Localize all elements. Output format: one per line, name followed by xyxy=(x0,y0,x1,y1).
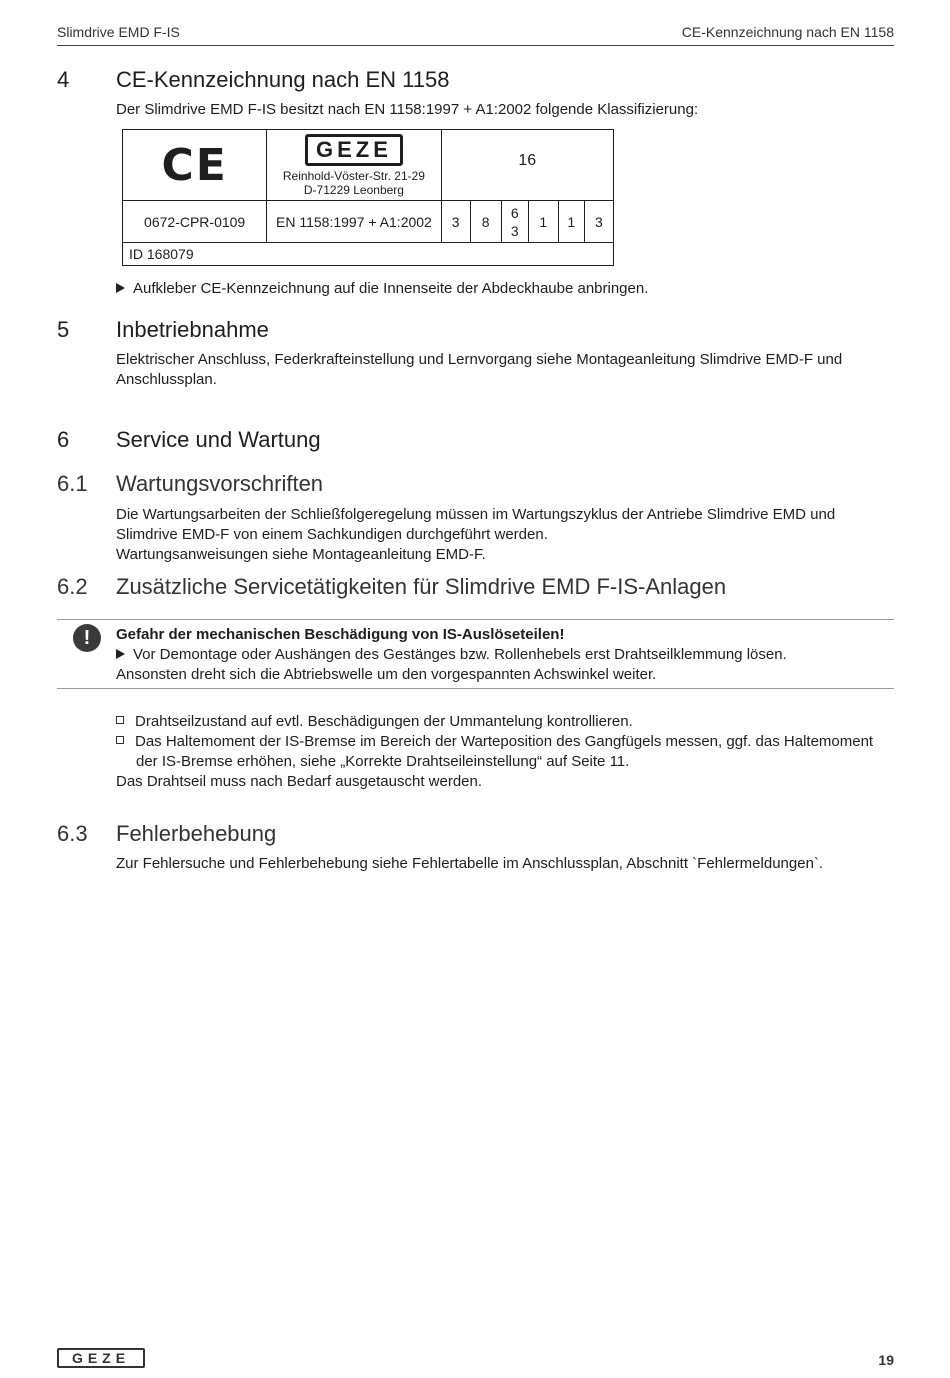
address-line-2: D-71229 Leonberg xyxy=(303,182,404,197)
class-digit-3: 6 3 xyxy=(501,201,528,243)
section-6-1-title: Wartungsvorschriften xyxy=(116,471,324,496)
standard-cell: EN 1158:1997 + A1:2002 xyxy=(267,201,441,243)
address-line-1: Reinhold-Vöster-Str. 21-29 xyxy=(282,168,425,183)
section-4-title: CE-Kennzeichnung nach EN 1158 xyxy=(116,67,450,92)
warning-title: Gefahr der mechanischen Beschädigung von IS-Auslöseteilen! xyxy=(116,626,565,643)
class-digit-2: 8 xyxy=(470,201,501,243)
warning-bottom-rule xyxy=(57,688,894,689)
service-list xyxy=(116,712,894,792)
service-note: Das Drahtseil muss nach Bedarf ausgetauscht werden. xyxy=(116,773,483,790)
section-5-number: 5 xyxy=(57,317,70,342)
section-5-text: Elektrischer Anschluss, Federkrafteinstellung und Lernvorgang siehe Montageanleitung Slimdrive EMD-F und Anschlussplan. xyxy=(116,351,843,388)
header-doc-title: Slimdrive EMD F-IS xyxy=(57,24,180,40)
id-cell: ID 168079 xyxy=(123,243,614,266)
list-item-text: Das Haltemoment der IS-Bremse im Bereich der Warteposition des Gangfügels messen, ggf. das Haltemoment der IS-Bremse erhöhen, siehe „Korrekte Drahtseileinstellung“ auf Seite 11. xyxy=(135,733,874,770)
section-6-2-number: 6.2 xyxy=(57,574,88,599)
section-4-number: 4 xyxy=(57,67,70,92)
footer-geze-logo: GEZE xyxy=(57,1348,145,1368)
ce-mark-cell xyxy=(123,130,267,201)
section-6-title: Service und Wartung xyxy=(116,427,321,452)
ce-label-table xyxy=(122,129,614,266)
section-6-1-paragraph-2: Wartungsanweisungen siehe Montageanleitung EMD-F. xyxy=(116,546,486,563)
section-6-number: 6 xyxy=(57,427,70,452)
arrow-right-icon xyxy=(116,283,125,293)
section-6-3-number: 6.3 xyxy=(57,821,88,846)
instruction-text: Aufkleber CE-Kennzeichnung auf die Innenseite der Abdeckhaube anbringen. xyxy=(133,280,649,297)
list-item-text: Drahtseilzustand auf evtl. Beschädigungen der Ummantelung kontrollieren. xyxy=(135,713,633,730)
warning-step-text: Vor Demontage oder Aushängen des Gestänges bzw. Rollenhebels erst Drahtseilklemmung lösen. xyxy=(133,646,787,663)
section-6-3-title: Fehlerbehebung xyxy=(116,821,277,846)
list-item xyxy=(116,732,894,772)
page-number: 19 xyxy=(878,1352,894,1368)
cert-number-cell: 0672-CPR-0109 xyxy=(123,201,267,243)
arrow-right-icon xyxy=(116,649,125,659)
section-6-1-paragraph-1: Die Wartungsarbeiten der Schließfolgeregelung müssen im Wartungszyklus der Antriebe Slimdrive EMD und Slimdrive EMD-F von einem Sachkundigen durchgeführt werden. xyxy=(116,506,836,543)
year-cell: 16 xyxy=(441,130,613,201)
manufacturer-cell xyxy=(267,130,441,201)
square-bullet-icon xyxy=(116,716,124,724)
header-chapter-title: CE-Kennzeichnung nach EN 1158 xyxy=(681,24,894,40)
class-digit-6: 3 xyxy=(584,201,613,243)
warning-block xyxy=(116,625,894,685)
class-digit-4: 1 xyxy=(528,201,558,243)
exclamation-icon: ! xyxy=(73,624,101,652)
section-6-2-title: Zusätzliche Servicetätigkeiten für Slimdrive EMD F-IS-Anlagen xyxy=(116,574,727,599)
square-bullet-icon xyxy=(116,736,124,744)
header-divider xyxy=(57,45,894,46)
warning-result: Ansonsten dreht sich die Abtriebswelle um den vorgespannten Achswinkel weiter. xyxy=(116,666,657,683)
ce-mark: CE xyxy=(161,139,228,191)
class-digit-1: 3 xyxy=(441,201,470,243)
warning-top-rule xyxy=(57,619,894,620)
list-item xyxy=(116,712,894,732)
class-digit-5: 1 xyxy=(558,201,584,243)
section-4-intro: Der Slimdrive EMD F-IS besitzt nach EN 1158:1997 + A1:2002 folgende Klassifizierung: xyxy=(116,101,699,118)
section-5-title: Inbetriebnahme xyxy=(116,317,269,342)
section-6-3-text: Zur Fehlersuche und Fehlerbehebung siehe Fehlertabelle im Anschlussplan, Abschnitt `Fehlermeldungen`. xyxy=(116,855,824,872)
warning-step xyxy=(116,645,894,665)
geze-logo: GEZE xyxy=(305,134,403,166)
section-6-1-number: 6.1 xyxy=(57,471,88,496)
section-6-1-text xyxy=(116,505,894,565)
section-4-instruction xyxy=(116,279,894,299)
